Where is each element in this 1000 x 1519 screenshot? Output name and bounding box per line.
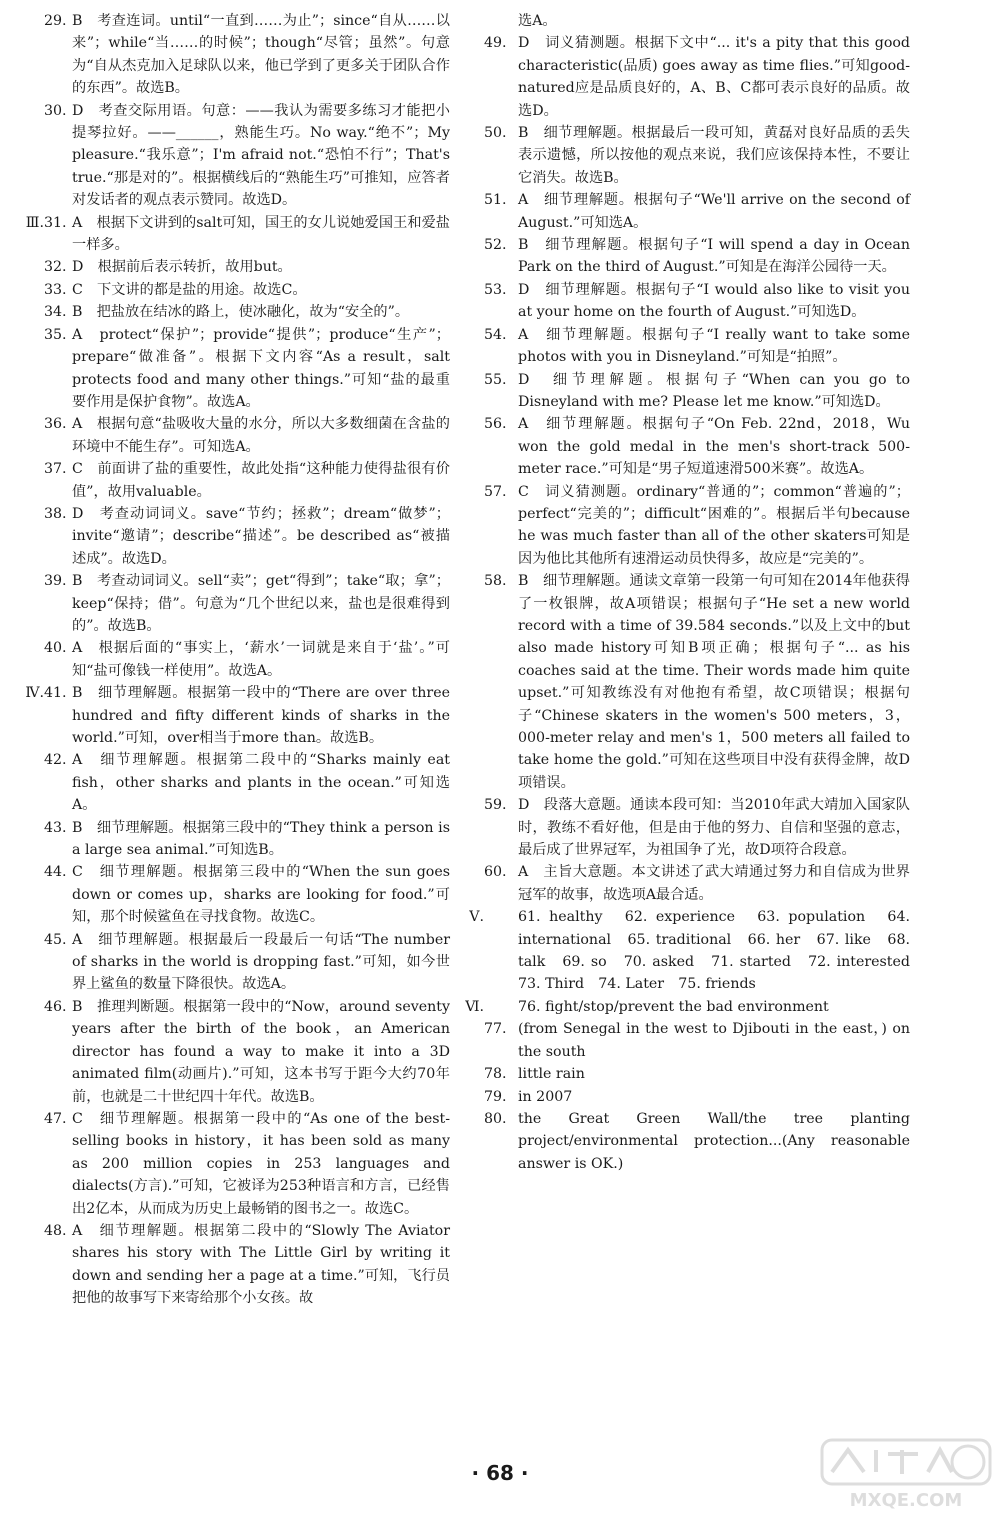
question-number: 43. — [44, 819, 67, 836]
answer-entry — [22, 324, 450, 414]
answer-explanation: D 根据前后表示转折，故用but。 — [72, 259, 292, 276]
question-number: 79. — [484, 1088, 507, 1105]
answer-explanation: 76. fight/stop/prevent the bad environment — [518, 998, 829, 1015]
question-number: 39. — [44, 573, 67, 590]
answer-entry — [22, 413, 450, 458]
section-marker — [22, 861, 44, 928]
answer-explanation: (from Senegal in the west to Djibouti in the east，) on the south — [518, 1021, 910, 1060]
answer-explanation: B 考查动词词义。sell“卖”；get“得到”；take“取；拿”；keep“保持；借”。句意为“几个世纪以来，盐也是很难得到的”。故选B。 — [72, 573, 450, 634]
answer-entry — [484, 1063, 910, 1085]
answer-entry — [22, 301, 450, 323]
page-number-value: 68 — [486, 1461, 514, 1485]
answer-entry — [22, 1220, 450, 1310]
answer-explanation: D 词义猜测题。根据下文中“... it's a pity that this good characteristic(品质) goes away as time flies.”可知good-natured应是品质良好的，A、B、C都可表示良好的品质。故选D。 — [518, 35, 910, 119]
question-number: 31. — [44, 214, 67, 231]
answer-entry — [484, 1108, 910, 1175]
section-marker: Ⅵ. — [465, 998, 484, 1015]
answer-explanation: B 细节理解题。根据第一段中的“There are over three hundred and fifty different kinds of sharks in the world.”可知，over相当于more than。故选B。 — [72, 685, 450, 746]
question-number: 80. — [484, 1110, 507, 1127]
section-marker — [22, 570, 44, 637]
watermark-text: MXQE.COM — [849, 1490, 963, 1511]
answer-explanation: C 细节理解题。根据第三段中的“When the sun goes down or comes up，sharks are looking for food.”可知，那个时候鲨鱼在寻找食物。故选C。 — [72, 864, 450, 926]
section-marker: Ⅳ. — [25, 685, 44, 702]
question-number: 46. — [44, 998, 67, 1015]
question-number: 58. — [484, 573, 507, 590]
answer-entry — [484, 10, 910, 32]
answer-explanation: D 考查动词词义。save“节约；拯救”；dream“做梦”；invite“邀请”；describe“描述”。be described as“被描述成”。故选D。 — [72, 505, 450, 567]
answer-explanation: little rain — [518, 1066, 585, 1083]
answer-entry — [22, 100, 450, 212]
answer-explanation: C 下文讲的都是盐的用途。故选C。 — [72, 281, 307, 298]
question-number: 77. — [484, 1021, 507, 1038]
question-number: 59. — [484, 797, 507, 814]
answer-entry — [465, 996, 910, 1018]
question-number: 40. — [44, 640, 67, 657]
answer-entry — [22, 637, 450, 682]
answer-explanation: B 细节理解题。根据句子“I will spend a day in Ocean Park on the third of August.”可知是在海洋公园待一天。 — [518, 237, 910, 276]
answer-explanation: C 前面讲了盐的重要性，故此处指“这种能力使得盐很有价值”，故用valuable。 — [72, 461, 450, 500]
answer-explanation: B 细节理解题。根据最后一段可知，黄磊对良好品质的丢失表示遗憾，所以按他的观点来说，我们应该保持本性，不要让它消失。故选B。 — [518, 125, 910, 186]
answer-explanation: D 细节理解题。根据句子“I would also like to visit you at your home on the fourth of August.”可知选D。 — [518, 281, 910, 321]
section-marker — [22, 10, 44, 100]
answer-entry — [484, 324, 910, 369]
answer-entry — [484, 32, 910, 122]
answer-entry — [22, 503, 450, 570]
answer-entry — [22, 682, 450, 749]
answer-explanation: in 2007 — [518, 1088, 573, 1105]
answer-explanation: D 细节理解题。根据句子“When can you go to Disneyland with me? Please let me know.”可知选D。 — [518, 371, 910, 410]
section-marker — [22, 458, 44, 503]
answer-entry — [484, 861, 910, 906]
answer-entry — [22, 861, 450, 928]
answer-entry — [484, 189, 910, 234]
question-number: 44. — [44, 864, 67, 881]
question-number: 35. — [44, 326, 67, 343]
section-marker: Ⅲ. — [25, 214, 44, 231]
question-number: 34. — [44, 304, 67, 321]
answer-explanation: A 根据句意“盐吸收大量的水分，所以大多数细菌在含盐的环境中不能生存”。可知选A。 — [72, 416, 450, 455]
answer-explanation: A protect“保护”；provide“提供”；produce“生产”；prepare“做准备”。根据下文内容“As a result，salt protects food and many other things.”可知“盐的最重要作用是保护食物”。故选A。 — [72, 326, 450, 410]
answer-explanation: A 细节理解题。根据第二段中的“Sharks mainly eat fish，other sharks and plants in the ocean.”可知选A。 — [72, 752, 450, 814]
answer-entry — [22, 1108, 450, 1220]
question-number: 45. — [44, 931, 67, 948]
question-number — [484, 996, 518, 1018]
question-number: 38. — [44, 505, 67, 522]
answer-explanation: D 考查交际用语。句意：——我认为需要多练习才能把小提琴拉好。——______，熟能生巧。No way.“绝不”；My pleasure.“我乐意”；I'm afraid not.“恐怕不行”；That's true.“那是对的”。根据横线后的“熟能生巧”可推知，应答者对发话者的观点表示赞同。故选D。 — [72, 102, 450, 209]
answer-entry — [22, 10, 450, 100]
answer-entry — [22, 570, 450, 637]
section-marker — [22, 301, 44, 323]
answer-explanation: A 根据后面的“事实上，‘薪水’一词就是来自于‘盐’。”可知“盐可像钱一样使用”。故选A。 — [72, 640, 450, 679]
section-marker — [22, 637, 44, 682]
page-number: · 68 · — [471, 1461, 529, 1485]
answer-explanation: A 根据下文讲到的salt可知，国王的女儿说她爱国王和爱盐一样多。 — [72, 214, 450, 254]
answer-entry — [22, 256, 450, 278]
section-marker — [22, 1220, 44, 1310]
question-number: 48. — [44, 1222, 67, 1239]
answer-explanation: A 细节理解题。根据句子“On Feb. 22nd，2018，Wu won the gold medal in the men's short-track 500-meter race.”可知是“男子短道速滑500米赛”。故选A。 — [518, 416, 910, 478]
question-number: 29. — [44, 13, 67, 29]
question-number — [484, 10, 518, 32]
answer-explanation: D 段落大意题。通读本段可知：当2010年武大靖加入国家队时，教练不看好他，但是由于他的努力、自信和坚强的意志，最后成了世界冠军，为祖国争了光，故D项符合段意。 — [518, 797, 910, 859]
answer-entry — [469, 906, 925, 996]
question-number: 47. — [44, 1110, 67, 1127]
question-number: 50. — [484, 125, 507, 142]
answer-explanation: B 把盐放在结冰的路上，使冰融化，故为“安全的”。 — [72, 304, 410, 321]
section-marker — [22, 279, 44, 301]
answer-explanation: A 细节理解题。根据句子“We'll arrive on the second of August.”可知选A。 — [518, 192, 910, 231]
question-number: 55. — [484, 371, 507, 388]
right-column — [465, 10, 925, 1175]
answer-explanation: C 词义猜测题。ordinary“普通的”；common“普遍的”；perfect“完美的”；difficult“困难的”。根据后半句because he was much faster than all of the other skaters可知是因为他比其他所有速滑运动员快得多，故应是“完美的”。 — [518, 483, 910, 567]
answer-explanation: A 细节理解题。根据句子“I really want to take some photos with you in Disneyland.”可知是“拍照”。 — [518, 326, 910, 366]
answer-explanation: B 细节理解题。根据第三段中的“They think a person is a large sea animal.”可知选B。 — [72, 819, 450, 859]
section-marker: Ⅴ. — [469, 909, 484, 926]
section-marker — [22, 817, 44, 862]
answer-entry — [484, 122, 910, 189]
section-marker — [22, 413, 44, 458]
question-number: 49. — [484, 35, 507, 52]
question-number: 32. — [44, 259, 67, 276]
watermark-logo-icon — [818, 1436, 994, 1512]
section-marker — [22, 749, 44, 816]
question-number: 78. — [484, 1066, 507, 1083]
answer-entry — [484, 369, 910, 414]
section-marker — [22, 929, 44, 996]
question-number: 53. — [484, 281, 507, 298]
question-number: 52. — [484, 237, 507, 254]
answer-entry — [22, 929, 450, 996]
answer-entry — [484, 1018, 910, 1063]
answer-entry — [484, 1086, 910, 1108]
question-number — [484, 906, 518, 996]
answer-explanation: 选A。 — [518, 13, 557, 29]
left-column — [22, 10, 450, 1310]
question-number: 41. — [44, 685, 67, 702]
section-marker — [22, 1108, 44, 1220]
question-number: 57. — [484, 483, 507, 500]
section-marker — [22, 256, 44, 278]
answer-entry — [22, 458, 450, 503]
question-number: 42. — [44, 752, 67, 769]
section-marker — [22, 996, 44, 1108]
answer-entry — [22, 817, 450, 862]
section-marker — [22, 100, 44, 212]
section-marker — [22, 503, 44, 570]
answer-entry — [484, 279, 910, 324]
question-number: 54. — [484, 326, 507, 343]
answer-explanation: the Great Green Wall/the tree planting project/environmental protection...(Any reasonable answer is OK.) — [518, 1110, 910, 1172]
answer-entry — [22, 996, 450, 1108]
section-marker — [22, 324, 44, 414]
answer-explanation: B 细节理解题。通读文章第一段第一句可知在2014年他获得了一枚银牌，故A项错误；根据句子“He set a new world record with a time of 39.584 seconds.”以及上文中的but also made history可知B项正确；根据句子“... as his coaches said at the time. Their words made him quite upset.”可知教练没有对他抱有希望，故C项错误；根据句子“Chinese skaters in the women's 500 meters，3，000-meter relay and men's 1，500 meters all failed to take home the gold.”可知在这些项目中没有获得金牌，故D项错误。 — [518, 573, 910, 791]
answer-entry — [484, 570, 910, 794]
answer-explanation: A 细节理解题。根据最后一段最后一句话“The number of sharks in the world is dropping fast.”可知，如今世界上鲨鱼的数量下降很快。故选A。 — [72, 931, 450, 993]
answer-entry — [484, 481, 910, 571]
answer-explanation: B 考查连词。until“一直到……为止”；since“自从……以来”；while“当……的时候”；though“尽管；虽然”。句意为“自从杰克加入足球队以来，他已学到了更多关于团队合作的东西”。故选B。 — [72, 13, 450, 97]
question-number: 36. — [44, 416, 67, 433]
answer-entry — [22, 212, 450, 257]
answer-explanation: B 推理判断题。根据第一段中的“Now，around seventy years after the birth of the book，an American director has found a way to make it into a 3D animated film(动画片).”可知，这本书写于距今大约70年前，也就是二十世纪四十年代。故选B。 — [72, 998, 450, 1105]
question-number: 30. — [44, 102, 67, 119]
answer-entry — [22, 749, 450, 816]
answer-explanation: C 细节理解题。根据第一段中的“As one of the best-selling books in history，it has been sold as many as 200 million copies in 253 languages and dialects(方言).”可知，它被译为253种语言和方言，已经售出2亿本，从而成为历史上最畅销的图书之一。故选C。 — [72, 1110, 450, 1217]
question-number: 60. — [484, 864, 507, 881]
answer-entry — [22, 279, 450, 301]
question-number: 37. — [44, 461, 67, 478]
answer-entry — [484, 794, 910, 861]
answer-explanation: A 细节理解题。根据第二段中的“Slowly The Aviator shares his story with The Little Girl by writing it down and sending her a page at a time.”可知，飞行员把他的故事写下来寄给那个小女孩。故 — [72, 1222, 450, 1307]
question-number: 51. — [484, 192, 507, 209]
question-number: 56. — [484, 416, 507, 433]
question-number: 33. — [44, 281, 67, 298]
watermark-logo — [818, 1436, 994, 1512]
answer-entry — [484, 413, 910, 480]
answer-explanation: 61. healthy 62. experience 63. population 64. international 65. traditional 66. her 67. like 68. talk 69. so 70. asked 71. started 72. interested 73. Third 74. Later 75. friends — [518, 909, 925, 993]
answer-explanation: A 主旨大意题。本文讲述了武大靖通过努力和自信成为世界冠军的故事，故选项A最合适。 — [518, 864, 910, 903]
answer-entry — [484, 234, 910, 279]
